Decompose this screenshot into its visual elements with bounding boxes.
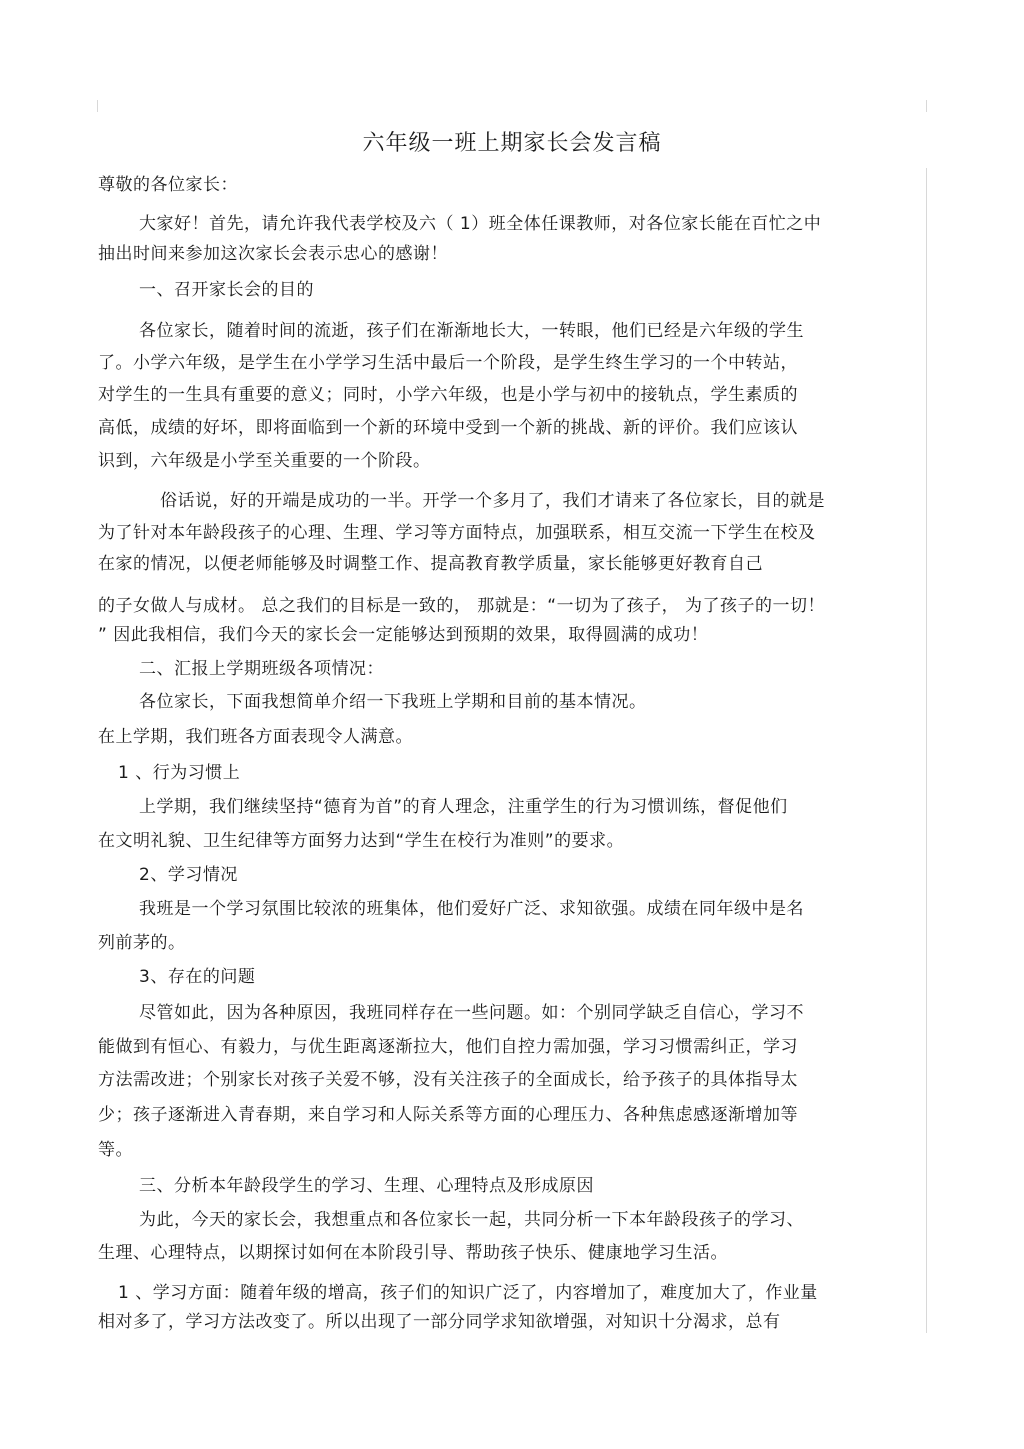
right-margin-line xyxy=(926,168,927,1333)
text-line: 在文明礼貌、卫生纪律等方面努力达到“学生在校行为准则”的要求。 xyxy=(98,831,625,851)
text-line: 尊敬的各位家长： xyxy=(98,175,238,195)
text-line: 尽管如此，因为各种原因，我班同样存在一些问题。如：个别同学缺乏自信心，学习不 xyxy=(139,1003,804,1023)
section-heading: 一、召开家长会的目的 xyxy=(139,280,314,300)
text-line: 1 、学习方面：随着年级的增高，孩子们的知识广泛了，内容增加了，难度加大了，作业量 xyxy=(118,1283,818,1303)
text-line: 俗话说，好的开端是成功的一半。开学一个多月了，我们才请来了各位家长，目的就是 xyxy=(160,491,825,511)
text-line: 方法需改进；个别家长对孩子关爱不够，没有关注孩子的全面成长，给予孩子的具体指导太 xyxy=(98,1070,798,1090)
text-line: ” 因此我相信，我们今天的家长会一定能够达到预期的效果，取得圆满的成功！ xyxy=(98,625,709,645)
text-line: 各位家长，随着时间的流逝，孩子们在渐渐地长大，一转眼，他们已经是六年级的学生 xyxy=(139,321,804,341)
subsection-heading: 3、存在的问题 xyxy=(139,967,256,987)
text-line: 各位家长，下面我想简单介绍一下我班上学期和目前的基本情况。 xyxy=(139,692,647,712)
section-heading: 二、汇报上学期班级各项情况： xyxy=(139,659,384,679)
left-edge-mark xyxy=(97,100,98,112)
text-line: 能做到有恒心、有毅力，与优生距离逐渐拉大，他们自控力需加强，学习习惯需纠正，学习 xyxy=(98,1037,798,1057)
text-line: 上学期，我们继续坚持“德育为首”的育人理念，注重学生的行为习惯训练，督促他们 xyxy=(139,797,788,817)
text-line: 相对多了，学习方法改变了。所以出现了一部分同学求知欲增强，对知识十分渴求，总有 xyxy=(98,1312,781,1332)
text-line: 高低，成绩的好坏，即将面临到一个新的环境中受到一个新的挑战、新的评价。我们应该认 xyxy=(98,418,798,438)
text-line: 在家的情况，以便老师能够及时调整工作、提高教育教学质量，家长能够更好教育自己 xyxy=(98,554,763,574)
text-line: 在上学期，我们班各方面表现令人满意。 xyxy=(98,727,413,747)
text-line: 的子女做人与成材。 总之我们的目标是一致的， 那就是：“一切为了孩子， 为了孩子的一切！ xyxy=(98,596,826,616)
text-line: 对学生的一生具有重要的意义；同时，小学六年级，也是小学与初中的接轨点，学生素质的 xyxy=(98,385,798,405)
document-title: 六年级一班上期家长会发言稿 xyxy=(362,131,662,156)
section-heading: 三、分析本年龄段学生的学习、生理、心理特点及形成原因 xyxy=(139,1176,594,1196)
text-line: 抽出时间来参加这次家长会表示忠心的感谢！ xyxy=(98,244,448,264)
subsection-heading: 2、学习情况 xyxy=(139,865,238,885)
subsection-heading: 1 、行为习惯上 xyxy=(118,763,241,783)
text-line: 大家好！首先，请允许我代表学校及六（ 1）班全体任课教师，对各位家长能在百忙之中 xyxy=(139,214,822,234)
text-line: 列前茅的。 xyxy=(98,933,186,953)
text-line: 识到，六年级是小学至关重要的一个阶段。 xyxy=(98,451,431,471)
text-line: 少；孩子逐渐进入青春期，来自学习和人际关系等方面的心理压力、各种焦虑感逐渐增加等 xyxy=(98,1105,798,1125)
text-line: 我班是一个学习氛围比较浓的班集体，他们爱好广泛、求知欲强。成绩在同年级中是名 xyxy=(139,899,804,919)
text-line: 了。小学六年级，是学生在小学学习生活中最后一个阶段，是学生终生学习的一个中转站， xyxy=(98,353,798,373)
right-edge-mark xyxy=(926,100,927,112)
text-line: 生理、心理特点，以期探讨如何在本阶段引导、帮助孩子快乐、健康地学习生活。 xyxy=(98,1243,728,1263)
text-line: 等。 xyxy=(98,1140,133,1160)
text-line: 为了针对本年龄段孩子的心理、生理、学习等方面特点，加强联系，相互交流一下学生在校及 xyxy=(98,523,816,543)
text-line: 为此，今天的家长会，我想重点和各位家长一起，共同分析一下本年龄段孩子的学习、 xyxy=(139,1210,804,1230)
